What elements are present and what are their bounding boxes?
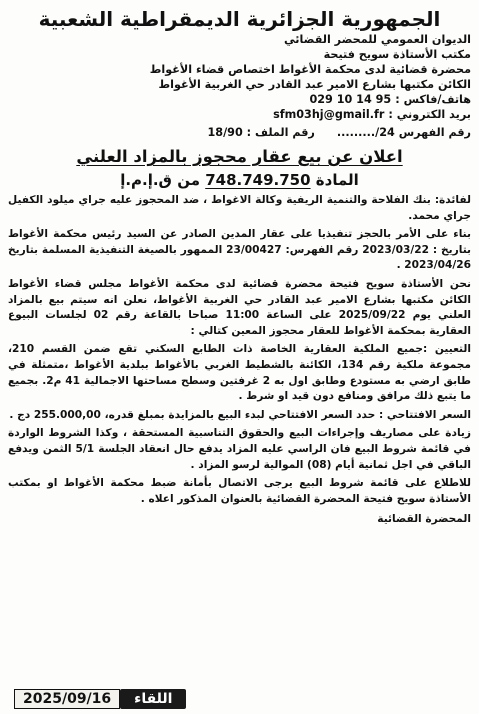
email-label: بريد الكتروني : <box>388 108 471 121</box>
phone-number: 029 10 14 95 <box>309 93 392 106</box>
file-label: رقم الملف : <box>246 126 315 139</box>
file-value: 18/90 <box>207 126 243 139</box>
index-label: رقم الفهرس <box>398 126 471 139</box>
phone-line <box>8 92 471 107</box>
publication-name: اللقاء <box>120 689 186 709</box>
article-suffix: من ق.إ.م.إ <box>120 171 200 189</box>
email-address: sfm03hj@gmail.fr <box>273 108 385 121</box>
paragraph-payment-terms: زيادة على مصاريف وإجراءات البيع والحقوق التناسبية المستحقة ، وكذا الشروط الواردة في قائمة شروط البيع فان الراسي عليه المزاد يدفع حال انعقاد الجلسة 5/1 الثمن ويدفع الباقي في اجل ثمانية أيام (08) الموالية لرسو المزاد . <box>8 427 471 471</box>
phone-label: هاتف/فاكس : <box>395 93 471 106</box>
publication-date: 2025/09/16 <box>14 689 120 709</box>
bailiff-office-line: الديوان العمومي للمحضر القضائي <box>283 33 471 46</box>
paragraph-announcement: نحن الأستاذة سويح فتيحة محضرة قضائية لدى محكمة الأغواط مجلس قضاء الأغواط الكائن مكتبها بشارع الامير عبد القادر حي الغربية الأغواط، نعلن انه سيتم بيع بالمزاد العلني يوم 2025/09/22 على الساعة 11:00 صباحا بالقاعة رقم 02 لجلسات البيوع العقارية بمحكمة الأغواط للعقار محجوز المعين كتالي : <box>8 277 471 337</box>
paragraph-consultation: للاطلاع على قائمة شروط البيع يرجى الاتصال بأمانة ضبط محكمة الأغواط او بمكتب الأستاذة سويح فتيحة المحضرة القضائية بالعنوان المذكور اعلاه . <box>8 477 471 505</box>
signature: المحضرة القضائية <box>377 513 471 526</box>
paragraph-order: بناء على الأمر بالحجز تنفيذيا على عقار المدين الصادر عن السيد رئيس محكمة الأغواط بتاريخ : 2023/03/22 رقم الفهرس: 23/00427 الممهور بالصيغة التنفيذية المسلمة بتاريخ 2023/04/26 . <box>8 228 471 272</box>
reference-row <box>8 124 471 141</box>
publication-footer <box>8 688 186 710</box>
article-reference <box>8 169 471 191</box>
paragraph-beneficiary: لفائدة: بنك الفلاحة والتنمية الريفية وكالة الاغواط ، ضد المحجوز عليه جراي ميلود الكفيل جراي محمد. <box>8 194 471 222</box>
paragraph-designation: التعيين :جميع الملكية العقارية الخاصة ذات الطابع السكني تقع ضمن القسم 210، مجموعة ملكية رقم 134، الكائنة بالشطيط الغربي بالأغواط ببلدية الأغواط ،متمثلة في طابق ارضي به مستودع وطابق اول به 2 غرفتين وسطح مساحتها الاجمالية 41 م2. بجميع ما يتبع ذلك مرافق ومنافع دون قيد او شرط . <box>8 343 472 403</box>
court-line: محضرة قضائية لدى محكمة الأغواط اختصاص قضاء الأغواط <box>149 63 471 76</box>
paragraph-opening-price: السعر الافتتاحي : حدد السعر الافتتاحي لبدء البيع بالمزايدة بمبلغ قدره، 255.000,00 دج . <box>9 408 471 421</box>
email-line <box>8 107 471 122</box>
office-of-line: مكتب الأستاذة سويح فتيحة <box>323 48 471 61</box>
index-ref <box>337 124 471 141</box>
file-ref <box>208 124 315 141</box>
index-value: ........./24 <box>336 126 395 139</box>
article-prefix: المادة <box>315 171 359 189</box>
address-line: الكائن مكتبها بشارع الامير عبد القادر حي الغربية الأغواط <box>158 78 471 91</box>
republic-title: الجمهورية الجزائرية الديمقراطية الشعبية <box>38 7 441 31</box>
article-number: 748.749.750 <box>205 171 311 189</box>
notice-title: اعلان عن بيع عقار محجوز بالمزاد العلني <box>76 147 403 166</box>
notice-body <box>8 193 471 507</box>
